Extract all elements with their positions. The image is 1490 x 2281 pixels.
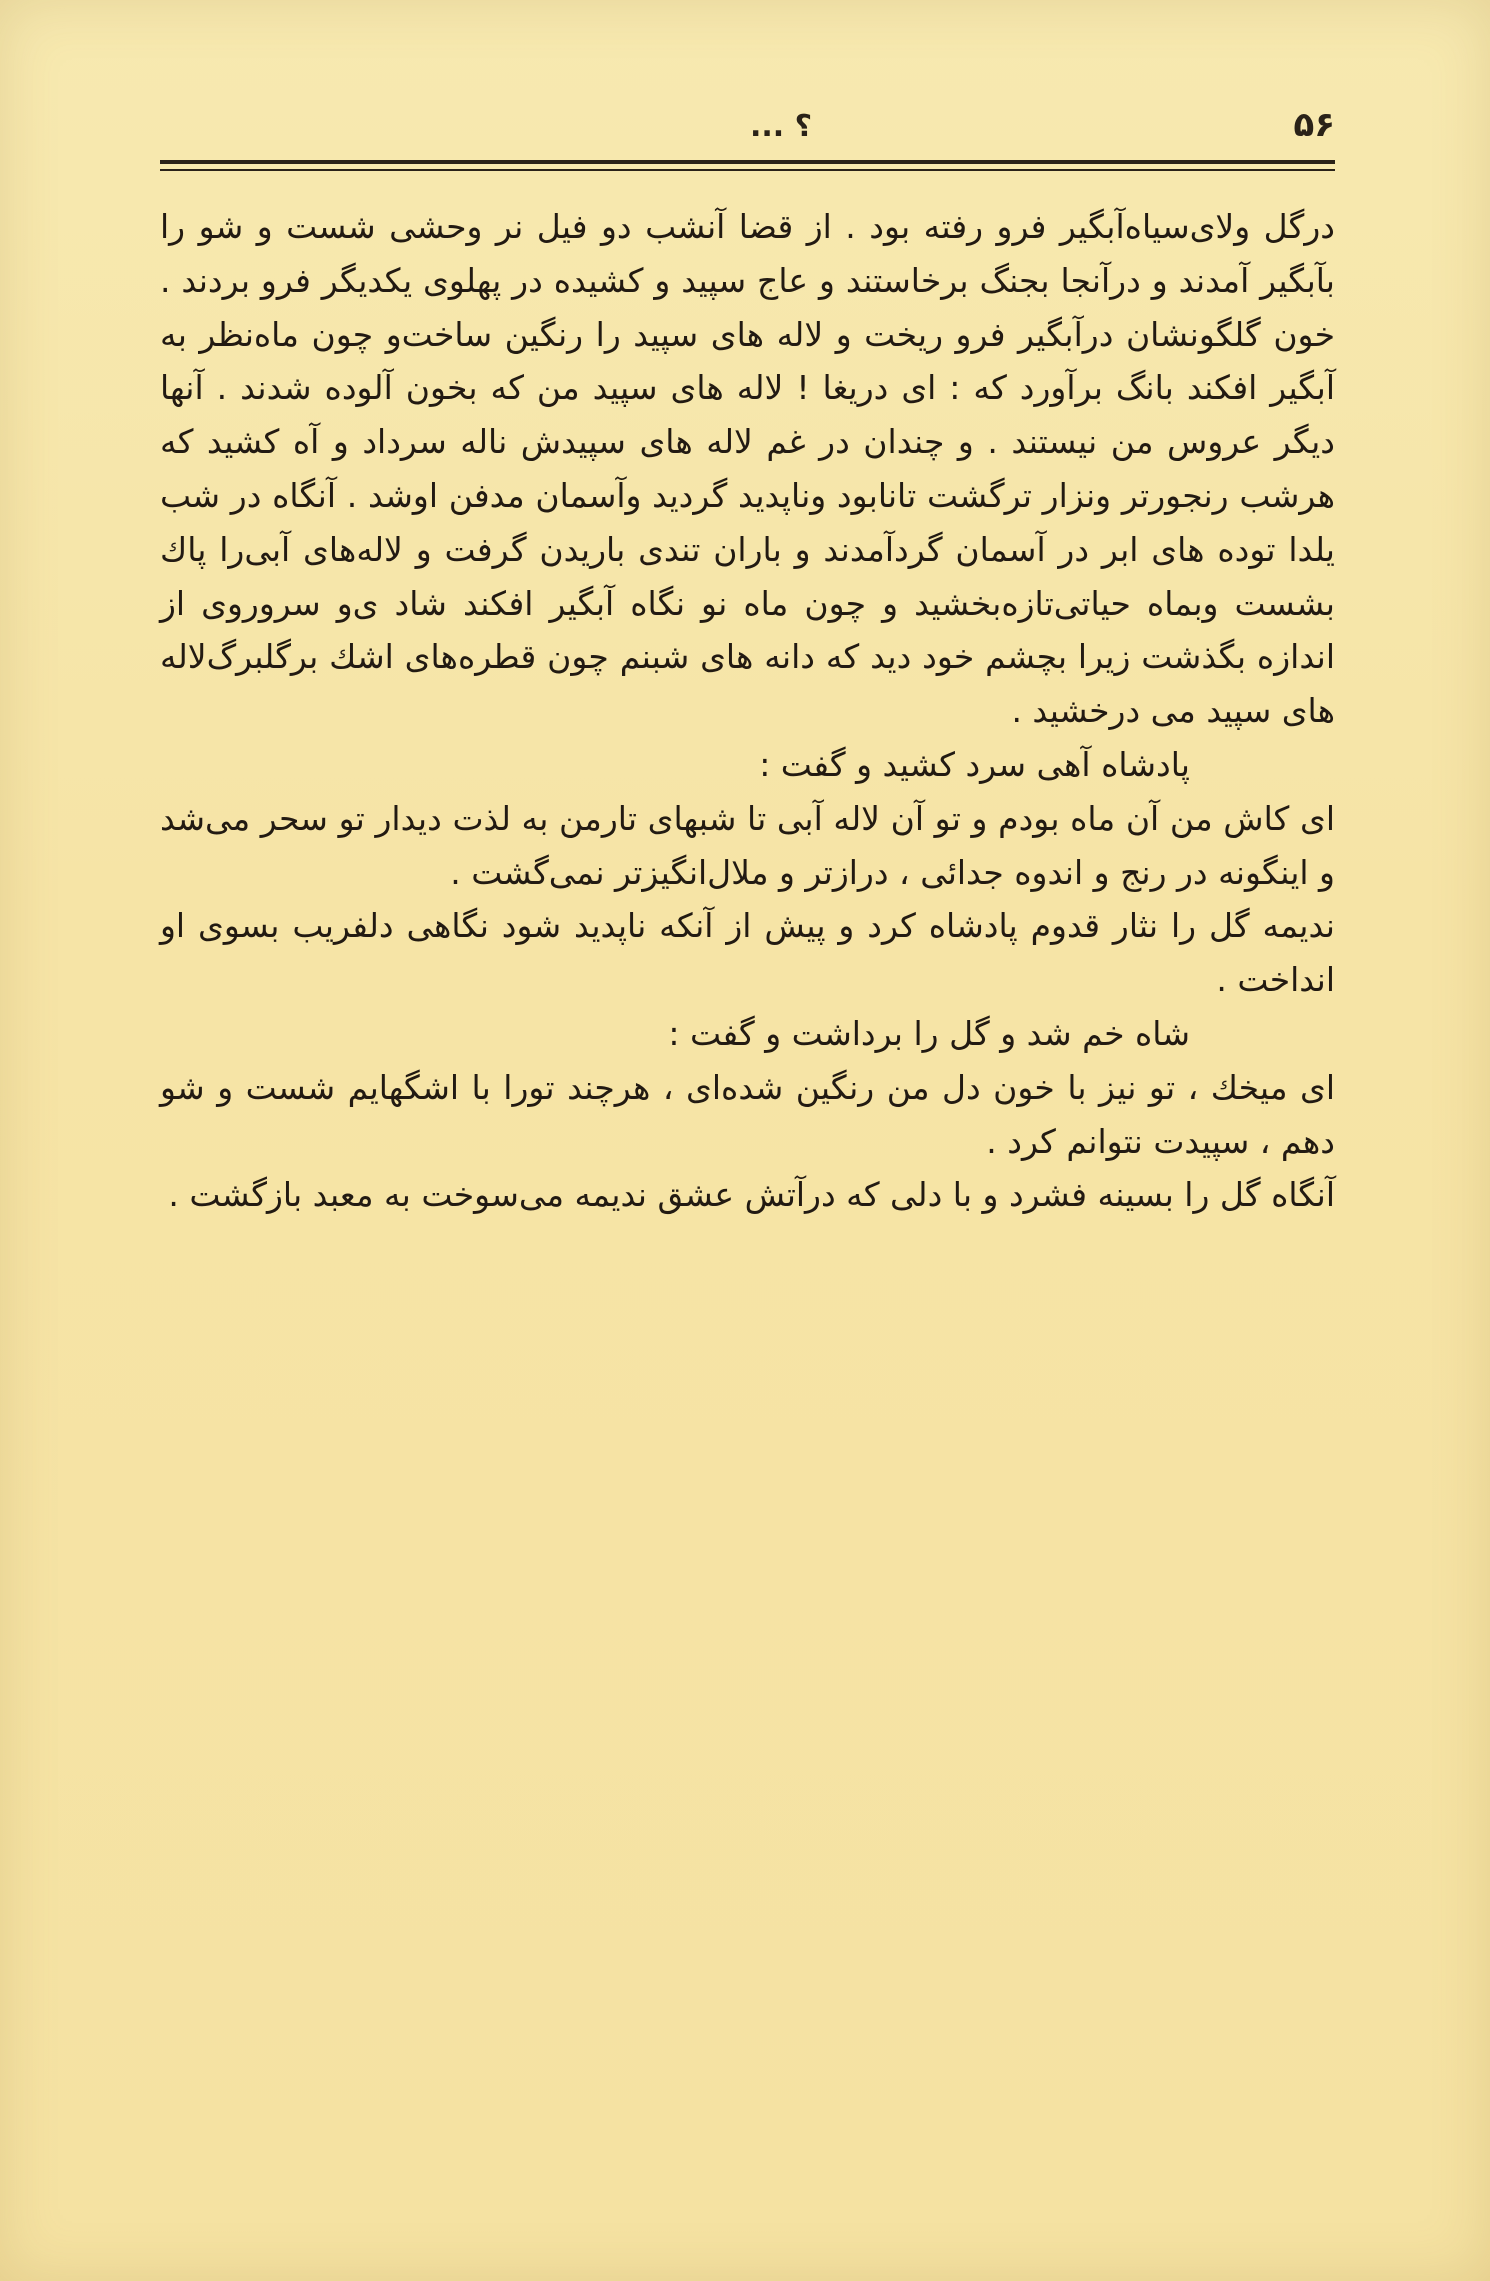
page-number: ۵۶ — [1293, 105, 1335, 145]
header-rule-thin — [160, 169, 1335, 171]
paragraph-king-speech: ای کاش من آن ماه بودم و تو آن لاله آبی تا شبهای تارمن به لذت دیدار تو سحر می‌شد و اینگونه در رنج و اندوه جدائی ، درازتر و ملال‌انگیزتر نمی‌گشت . — [160, 798, 1335, 892]
paragraph-return-temple: آنگاه گل را بسینه فشرد و با دلی که درآتش عشق ندیمه می‌سوخت به معبد بازگشت . — [168, 1175, 1335, 1215]
paragraph-carnation-speech: ای میخك ، تو نیز با خون دل من رنگین شده‌ای ، هرچند تورا با اشگهایم شست و شو دهم ، سپیدت نتوانم کرد . — [160, 1067, 1335, 1161]
body-text — [160, 200, 1335, 1222]
paragraph-story: درگل ولای‌سیاه‌آبگیر فرو رفته بود . از قضا آنشب دو فیل نر وحشی شست و شو را بآبگیر آمدند و درآنجا بجنگ برخاستند و عاج سپید و کشیده در پهلوی یکدیگر فرو بردند . خون گلگونشان درآبگیر فرو ریخت و لاله های سپید را رنگین ساخت‌و چون ماه‌نظر به آبگیر افکند بانگ برآورد که : ای دریغا ! لاله های سپید من که بخون آلوده شدند . آنها دیگر عروس من نیستند . و چندان در غم لاله های سپیدش ناله سرداد و آه کشید که هرشب رنجورتر ونزار ترگشت تانابود وناپدید گردید وآسمان مدفن اوشد . آنگاه در شب یلدا توده های ابر در آسمان گردآمدند و باران تندی باریدن گرفت و لاله‌های آبی‌را پاك بشست وبماه حیاتی‌تازه‌بخشید و چون ماه نو نگاه آبگیر افکند شاد ی‌و سروروی از اندازه بگذشت زیرا بچشم خود دید که دانه های شبنم چون قطره‌های اشك برگلبرگ‌لاله های سپید می درخشید . — [160, 207, 1335, 731]
paragraph-maid-flower: ندیمه گل را نثار قدوم پادشاه کرد و پیش از آنکه ناپدید شود نگاهی دلفریب بسوی او انداخت . — [160, 906, 1335, 1000]
header-rule-thick — [160, 160, 1335, 164]
running-head: ؟ ... — [750, 109, 813, 144]
page-header — [160, 105, 1335, 155]
paragraph-king-sighs: پادشاه آهی سرد کشید و گفت : — [759, 744, 1190, 784]
paragraph-king-picks-flower: شاه خم شد و گل را برداشت و گفت : — [668, 1013, 1190, 1053]
